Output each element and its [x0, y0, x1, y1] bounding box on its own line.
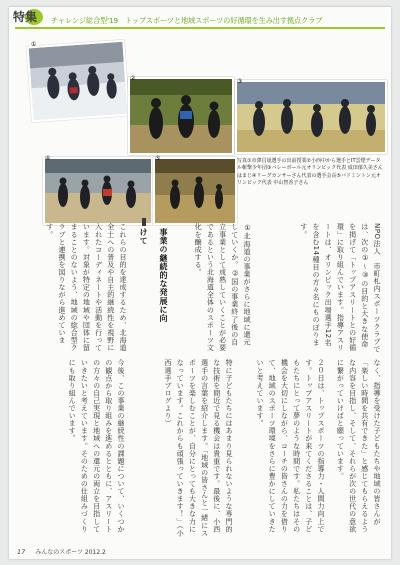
photo-5-number: ⑤ — [155, 155, 161, 162]
magazine-page — [9, 7, 391, 559]
photo-5-image — [155, 159, 235, 223]
photo-4 — [43, 157, 153, 225]
photo-3 — [235, 80, 387, 154]
photo-3-number: ③ — [237, 78, 243, 85]
body-column-5: なく、指導を受けた子どもたちや地域の皆さんが「楽しい時間を共有できた」と感じてもらえるような内容を目指し、そして、それらが次の世代の意欲に繋がっていけばと願っています。 — [336, 359, 382, 533]
photo-4-image — [45, 159, 151, 223]
feature-tag — [9, 7, 45, 26]
photo-1-number: ① — [31, 41, 37, 48]
body-column-6: ２０日は、トップスポーツの指導力・人間力向上です。トップアスリートが来てくださることは、子どもたちにとって夢のような時間です。私たちはその機会を大切にしながら、コーチの皆さんの力を借りて、地域のスポーツ環境をさらに豊かにしていきたいと考えています。 — [255, 359, 326, 533]
body-column-1: NPO法人 市町札内スポーツクラブでは、次の①〜③の目的と大きな使命を掲げて「トップアスリートとの好循環」に取り組んでいます。指導アスリートは、オリンピック出場選手12名を含む14種目の方々名にものぼります。 — [299, 223, 382, 353]
photo-1-image — [29, 42, 128, 120]
section-heading — [133, 218, 168, 324]
section-header: チャレンジ総合型'19 トップスポーツと地域スポーツの好循環を生み出す拠点クラブ — [51, 16, 323, 25]
photo-caption: 写真①市澤昌晟選手の出前授業②小西中から選手とIT雲煙データル斬撃少年団③バレーボール元オリンピック代表 成田郁久美さんはまじ④リーグカンサーさん代表の選手会長⑤バドミントン元オリンピック代表 中山智香子さん — [237, 158, 383, 187]
photo-1 — [26, 40, 129, 123]
tag-label: 特集 — [13, 10, 38, 24]
body-column-3: これらの目的を達成するため、北海道全土への普及や自主的継続性を視野に入れたコーディネートや活動を行っています。対象が特定の地域や団体に留まることのないよう、地域の総合型クラブと連携を図りながら進めています。 — [45, 223, 128, 352]
photo-2-image — [130, 79, 232, 153]
body-column-2: ①北海道の事業がさらに地域に還元していくか。②国の事業終了後の自立事業として成熟していくことが必要であるという北海道全体のスポーツ文化を醸成する。 — [194, 223, 252, 352]
body-column-4: 今後、この事業の継続性の課題について、いくつかの観点から取り組みを進めるとともに、アスリートの方々の自己実現と地域への還元の両立を目指していきたいと考えています。そのための仕組みづくりにも取り組んでいます。 — [68, 359, 126, 533]
page-number: 17 — [17, 548, 26, 556]
section-heading-text: 事業の継続的な発展に向けて — [139, 228, 168, 323]
heading-marker — [142, 218, 146, 226]
photo-5 — [153, 157, 237, 225]
photo-4-number: ④ — [45, 155, 51, 162]
page-footer — [17, 547, 106, 556]
photo-2 — [128, 77, 234, 155]
photo-3-image — [237, 82, 385, 152]
header-rule — [15, 27, 385, 29]
body-column-7: 特に子どもたちにはあまり見られないような専門的な技術を間近で見る機会は貴重です。最後に、小西選手の言葉を紹介します。「地域の皆さんと一緒にスポーツを楽しむことが、自分にとっても大きな力になっています。これからも頑張っていきます！」（小西選手ブログより） — [163, 359, 234, 537]
publication-name: みんなのスポーツ 2012.2 — [35, 549, 106, 556]
photo-2-number: ② — [130, 75, 136, 82]
